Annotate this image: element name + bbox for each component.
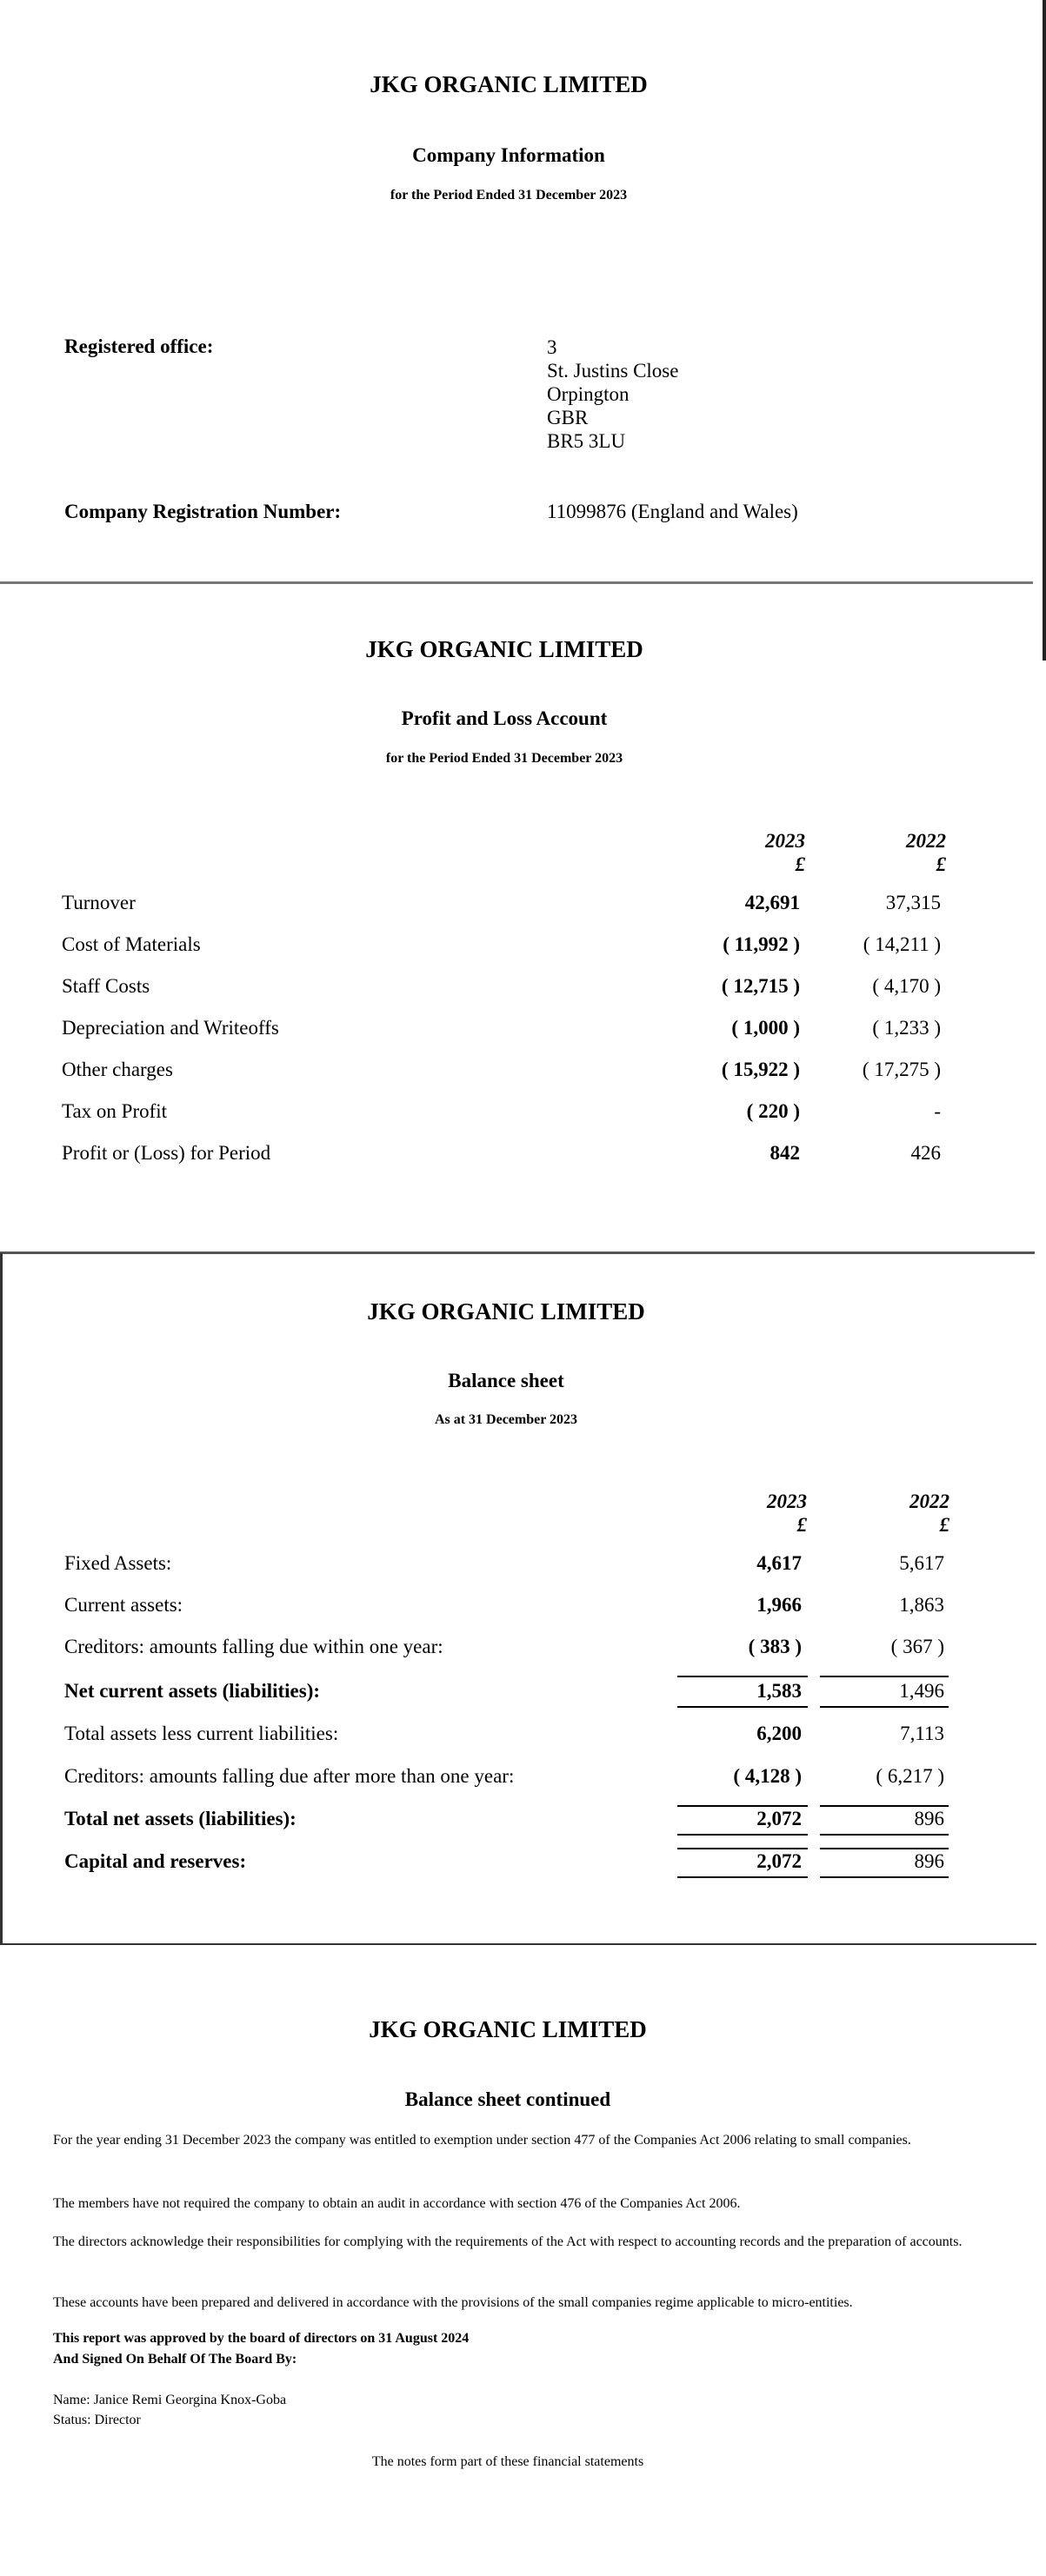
row-current: 42,691 <box>744 892 800 913</box>
company-information-page <box>0 0 1046 584</box>
row-current: 1,583 <box>756 1680 802 1702</box>
signed-on-behalf-line: And Signed On Behalf Of The Board By: <box>53 2352 297 2367</box>
subtotal-rule <box>677 1706 808 1708</box>
row-prior: 5,617 <box>899 1552 944 1574</box>
currency-symbol: £ <box>939 1514 949 1536</box>
row-current: 6,200 <box>756 1723 802 1744</box>
page-title: Profit and Loss Account <box>401 707 608 729</box>
row-prior: 896 <box>914 1850 944 1872</box>
row-label: Turnover <box>62 892 136 913</box>
row-prior: - <box>934 1100 941 1122</box>
year-prior-header: 2022 £ <box>859 1490 949 1537</box>
profit-loss-page <box>0 591 1046 1251</box>
subtotal-rule <box>820 1876 949 1878</box>
row-prior: 1,863 <box>899 1594 944 1616</box>
page-subtitle: for the Period Ended 31 December 2023 <box>390 188 628 202</box>
row-label: Staff Costs <box>62 975 150 997</box>
balance-sheet-continued-page <box>0 1945 1046 2576</box>
address-line: 3 <box>547 336 557 358</box>
year-current-header: 2023 £ <box>715 829 805 876</box>
row-prior: 896 <box>914 1808 944 1829</box>
approval-line: This report was approved by the board of directors on 31 August 2024 <box>53 2331 470 2346</box>
row-current: ( 383 ) <box>748 1636 802 1657</box>
row-label: Creditors: amounts falling due within one year: <box>64 1636 443 1657</box>
row-prior: 37,315 <box>885 892 941 913</box>
row-prior: ( 17,275 ) <box>862 1059 941 1080</box>
row-current: ( 220 ) <box>746 1100 800 1122</box>
statement-paragraph: The directors acknowledge their responsibilities for complying with the requirements of the Act with respect to accounting records and the preparation of accounts. <box>53 2234 963 2249</box>
row-prior: ( 367 ) <box>890 1636 944 1657</box>
row-label: Fixed Assets: <box>64 1552 172 1574</box>
row-label: Total net assets (liabilities): <box>64 1808 296 1829</box>
row-current: ( 15,922 ) <box>721 1059 800 1080</box>
page-title: Company Information <box>412 144 605 166</box>
row-prior: 7,113 <box>900 1723 944 1744</box>
currency-symbol: £ <box>796 1514 807 1536</box>
subtotal-rule <box>677 1805 808 1807</box>
subtotal-rule <box>820 1706 949 1708</box>
statement-paragraph: For the year ending 31 December 2023 the company was entitled to exemption under section 477 of the Companies Act 2006 relating to small companies. <box>53 2133 911 2148</box>
statement-paragraph: These accounts have been prepared and delivered in accordance with the provisions of the small companies regime applicable to micro-entities. <box>53 2295 853 2310</box>
row-label: Depreciation and Writeoffs <box>62 1017 279 1039</box>
address-line: BR5 3LU <box>547 430 626 452</box>
page-edge-shadow <box>1043 0 1046 661</box>
page-divider <box>0 581 1033 584</box>
address-line: St. Justins Close <box>547 360 679 382</box>
currency-symbol: £ <box>795 853 805 875</box>
company-name-heading: JKG ORGANIC LIMITED <box>370 71 648 97</box>
row-label: Capital and reserves: <box>64 1850 247 1872</box>
balance-sheet-page <box>0 1254 1046 1945</box>
row-label: Tax on Profit <box>62 1100 168 1122</box>
row-current: ( 12,715 ) <box>721 975 800 997</box>
row-prior: ( 1,233 ) <box>872 1017 941 1039</box>
row-label: Net current assets (liabilities): <box>64 1680 321 1702</box>
row-current: 842 <box>770 1142 800 1164</box>
subtotal-rule <box>820 1848 949 1849</box>
registration-number-value: 11099876 (England and Wales) <box>547 501 798 522</box>
address-line: Orpington <box>547 383 630 405</box>
row-current: 2,072 <box>756 1808 802 1829</box>
subtotal-rule <box>677 1876 808 1878</box>
page-subtitle: As at 31 December 2023 <box>434 1412 578 1427</box>
subtotal-rule <box>677 1676 808 1677</box>
page-title: Balance sheet continued <box>404 2088 611 2110</box>
subtotal-rule <box>820 1805 949 1807</box>
subtotal-rule <box>677 1848 808 1849</box>
signatory-name: Name: Janice Remi Georgina Knox-Goba <box>53 2393 287 2407</box>
row-prior: ( 6,217 ) <box>876 1765 944 1787</box>
row-current: ( 1,000 ) <box>731 1017 800 1039</box>
subtotal-rule <box>820 1676 949 1677</box>
registered-office-address <box>547 335 678 453</box>
footer-note: The notes form part of these financial statements <box>371 2454 644 2469</box>
row-label: Profit or (Loss) for Period <box>62 1142 271 1164</box>
company-name-heading: JKG ORGANIC LIMITED <box>369 2016 647 2042</box>
row-current: 4,617 <box>756 1552 802 1574</box>
page-subtitle: for the Period Ended 31 December 2023 <box>385 751 623 766</box>
signatory-status: Status: Director <box>53 2413 141 2427</box>
address-line: GBR <box>547 407 589 428</box>
row-label: Creditors: amounts falling due after more than one year: <box>64 1765 515 1787</box>
year-current-header: 2023 £ <box>716 1490 807 1537</box>
company-name-heading: JKG ORGANIC LIMITED <box>365 636 643 662</box>
row-current: ( 11,992 ) <box>723 933 800 955</box>
currency-symbol: £ <box>936 853 946 875</box>
row-label: Total assets less current liabilities: <box>64 1723 339 1744</box>
statement-paragraph: The members have not required the company to obtain an audit in accordance with section 476 of the Companies Act 2006. <box>53 2196 741 2211</box>
row-label: Other charges <box>62 1059 173 1080</box>
row-prior: ( 4,170 ) <box>872 975 941 997</box>
registration-number-label: Company Registration Number: <box>64 501 342 522</box>
subtotal-rule <box>677 1834 808 1836</box>
company-name-heading: JKG ORGANIC LIMITED <box>367 1298 645 1325</box>
subtotal-rule <box>820 1834 949 1836</box>
registered-office-label: Registered office: <box>64 335 214 357</box>
row-label: Cost of Materials <box>62 933 201 955</box>
row-prior: 1,496 <box>899 1680 944 1702</box>
row-current: ( 4,128 ) <box>733 1765 802 1787</box>
year-prior-header: 2022 £ <box>856 829 946 876</box>
row-prior: ( 14,211 ) <box>863 933 941 955</box>
page-title: Balance sheet <box>448 1370 564 1391</box>
row-current: 2,072 <box>756 1850 802 1872</box>
row-current: 1,966 <box>756 1594 802 1616</box>
row-label: Current assets: <box>64 1594 183 1616</box>
row-prior: 426 <box>910 1142 941 1164</box>
